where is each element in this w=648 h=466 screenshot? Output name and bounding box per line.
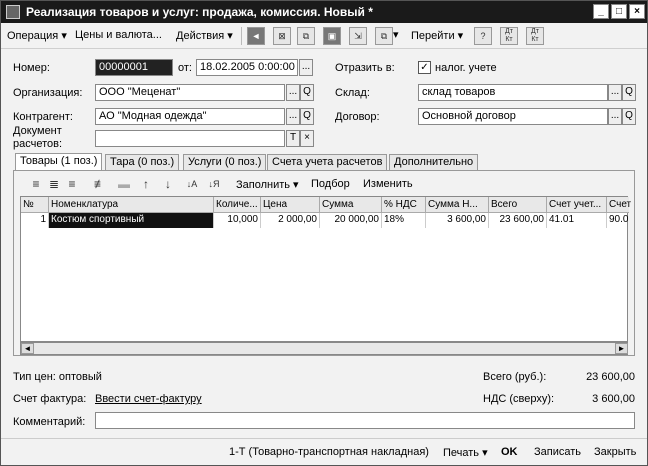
bottom-bar [1, 438, 647, 465]
total-label: Всего (руб.): [483, 371, 547, 383]
vat-label: НДС (сверху): [483, 393, 555, 405]
move-up-icon[interactable]: ↑ [143, 177, 149, 191]
contractor-field[interactable]: АО "Модная одежда" [95, 108, 285, 125]
tab-packaging[interactable]: Тара (0 поз.) [105, 154, 179, 170]
goods-table[interactable] [20, 196, 632, 342]
change-button[interactable]: Изменить [363, 178, 413, 190]
warehouse-select-button[interactable]: ... [608, 84, 622, 101]
help-icon[interactable]: ? [474, 27, 492, 45]
table-cell-vat-rate[interactable]: 18% [382, 213, 426, 228]
organization-label: Организация: [13, 87, 83, 99]
tax-accounting-checkbox[interactable]: ✓ [418, 61, 431, 74]
print-menu[interactable]: Печать ▾ [443, 447, 488, 459]
tab-services[interactable]: Услуги (0 поз.) [183, 154, 266, 170]
tab-goods[interactable]: Товары (1 поз.) [15, 153, 102, 171]
goto-menu[interactable]: Перейти ▾ [411, 30, 464, 42]
number-label: Номер: [13, 62, 50, 74]
comment-label: Комментарий: [13, 416, 86, 428]
col-header-number[interactable]: № [21, 197, 49, 213]
table-cell-sum[interactable]: 20 000,00 [320, 213, 382, 228]
ttn-print-button[interactable]: 1-Т (Товарно-транспортная накладная) [229, 446, 429, 458]
minimize-button[interactable]: _ [593, 4, 609, 19]
sort-desc-icon[interactable]: ↓Я [208, 179, 220, 189]
settlement-doc-field[interactable] [95, 130, 285, 147]
table-cell-total[interactable]: 23 600,00 [489, 213, 547, 228]
organization-search-icon[interactable]: Q [300, 84, 314, 101]
dtkt-report-icon[interactable]: Дт Кт [526, 27, 544, 45]
pick-button[interactable]: Подбор [311, 178, 350, 190]
warehouse-label: Склад: [335, 87, 370, 99]
close-window-button[interactable]: × [629, 4, 645, 19]
edit-row-icon[interactable]: ≡ [68, 177, 76, 191]
text-type-icon[interactable]: T [286, 130, 300, 147]
based-on-icon[interactable]: ⧉ [375, 27, 393, 45]
copy-row-icon[interactable]: ≣ [48, 177, 60, 191]
col-header-total[interactable]: Всего [489, 197, 547, 213]
comment-field[interactable] [95, 412, 635, 429]
delete-row-icon[interactable]: ≢ [94, 177, 106, 191]
vat-value: 3 600,00 [592, 393, 635, 405]
price-type-label: Тип цен: оптовый [13, 371, 102, 383]
table-cell-account[interactable]: 41.01 [547, 213, 607, 228]
invoice-label: Счет фактура: [13, 393, 87, 405]
tab-additional[interactable]: Дополнительно [389, 154, 478, 170]
number-field[interactable]: 00000001 [95, 59, 173, 76]
table-cell-quantity[interactable]: 10,000 [214, 213, 261, 228]
table-cell-nomenclature[interactable]: Костюм спортивный [49, 213, 214, 228]
structure-icon[interactable]: ⊠ [273, 27, 291, 45]
clear-icon[interactable]: × [300, 130, 314, 147]
tax-accounting-label: налог. учете [435, 62, 497, 74]
col-header-vat-rate[interactable]: % НДС [382, 197, 426, 213]
date-picker-button[interactable]: ... [299, 59, 313, 76]
col-header-price[interactable]: Цена [261, 197, 320, 213]
prices-currency-button[interactable]: Цены и валюта... [75, 29, 162, 41]
operation-menu[interactable]: Операция ▾ [7, 30, 67, 42]
toolbar [1, 23, 647, 49]
move-down-icon[interactable]: ↓ [165, 177, 171, 191]
unpost-doc-icon[interactable]: ⇲ [349, 27, 367, 45]
dtkt-movements-icon[interactable]: Дт Кт [500, 27, 518, 45]
total-value: 23 600,00 [586, 371, 635, 383]
back-arrow-icon[interactable]: ◄ [247, 27, 265, 45]
enter-invoice-link[interactable]: Ввести счет-фактуру [95, 393, 202, 405]
scroll-left-icon[interactable]: ◄ [21, 343, 34, 354]
table-cell-account-2[interactable]: 90.0 [609, 214, 629, 225]
organization-select-button[interactable]: ... [286, 84, 300, 101]
table-cell-number[interactable]: 1 [21, 213, 49, 228]
contract-search-icon[interactable]: Q [622, 108, 636, 125]
col-header-account-2[interactable]: Счет [607, 197, 629, 213]
horizontal-scrollbar[interactable] [20, 342, 628, 355]
col-header-quantity[interactable]: Количе... [214, 197, 261, 213]
table-cell-vat-sum[interactable]: 3 600,00 [426, 213, 489, 228]
sort-asc-icon[interactable]: ↓A [186, 179, 198, 189]
settlement-doc-label-1: Документ [13, 125, 62, 137]
settlement-doc-label-2: расчетов: [13, 138, 63, 150]
contractor-select-button[interactable]: ... [286, 108, 300, 125]
close-button[interactable]: Закрыть [594, 446, 637, 458]
add-row-icon[interactable]: ≡ [32, 177, 40, 191]
contract-label: Договор: [335, 111, 380, 123]
toolbar-separator [241, 27, 242, 45]
window-title: Реализация товаров и услуг: продажа, комиссия. Новый * [26, 5, 373, 19]
contractor-label: Контрагент: [13, 111, 73, 123]
ok-button[interactable]: OK [501, 446, 518, 458]
contract-field[interactable]: Основной договор [418, 108, 608, 125]
reflect-label: Отразить в: [335, 62, 395, 74]
fill-menu[interactable]: Заполнить ▾ [236, 179, 299, 191]
tab-settlement-accounts[interactable]: Счета учета расчетов [267, 154, 387, 170]
save-button[interactable]: Записать [534, 446, 582, 458]
based-on-dropdown-icon[interactable]: ▾ [393, 29, 399, 41]
actions-menu[interactable]: Действия ▾ [176, 30, 233, 42]
organization-field[interactable]: ООО "Меценат" [95, 84, 285, 101]
col-header-vat-sum[interactable]: Сумма Н... [426, 197, 489, 213]
table-cell-price[interactable]: 2 000,00 [261, 213, 320, 228]
date-field[interactable]: 18.02.2005 0:00:00 [196, 59, 298, 76]
col-header-account[interactable]: Счет учет... [547, 197, 607, 213]
col-header-nomenclature[interactable]: Номенклатура [49, 197, 214, 213]
maximize-button[interactable]: □ [611, 4, 627, 19]
date-from-label: от: [178, 62, 192, 74]
end-edit-icon[interactable]: ▬ [118, 177, 130, 191]
scroll-right-icon[interactable]: ► [615, 343, 628, 354]
post-doc-icon[interactable]: ▣ [323, 27, 341, 45]
contract-select-button[interactable]: ... [608, 108, 622, 125]
copy-doc-icon[interactable]: ⧉ [297, 27, 315, 45]
warehouse-field[interactable]: склад товаров [418, 84, 608, 101]
col-header-sum[interactable]: Сумма [320, 197, 382, 213]
title-bar [1, 1, 647, 23]
contractor-search-icon[interactable]: Q [300, 108, 314, 125]
warehouse-search-icon[interactable]: Q [622, 84, 636, 101]
document-icon [6, 5, 20, 19]
